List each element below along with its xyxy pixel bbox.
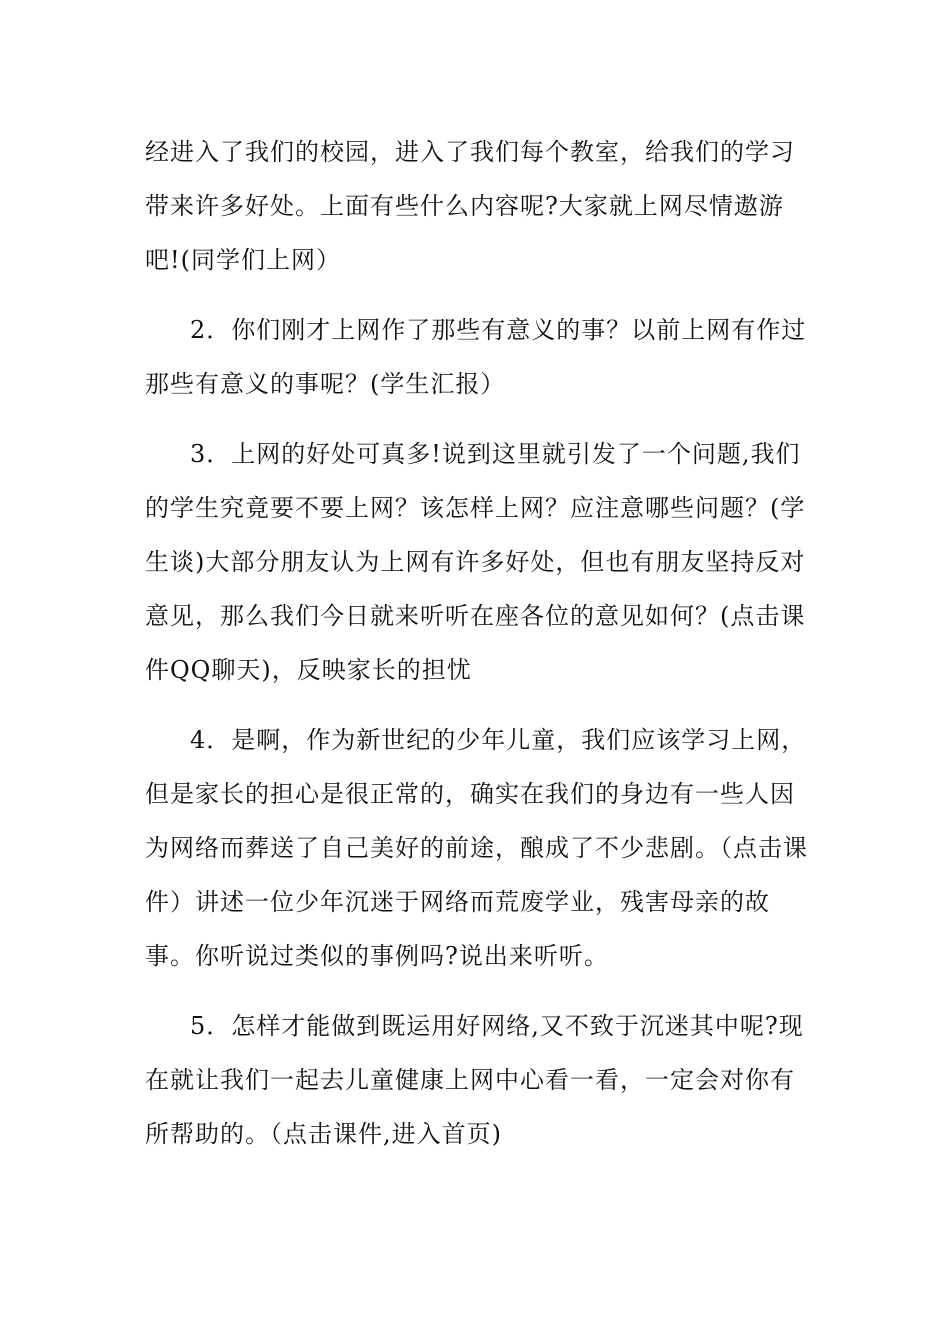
paragraph-item-3: 3．上网的好处可真多!说到这里就引发了一个问题,我们的学生究竟要不要上网？该怎样上网？应注意哪些问题？(学生谈)大部分朋友认为上网有许多好处，但也有朋友坚持反对意见，那么我们今日就来听听在座各位的意见如何？(点击课件QQ聊天)，反映家长的担忧	[145, 440, 806, 684]
paragraph-item-5: 5．怎样才能做到既运用好网络,又不致于沉迷其中呢?现在就让我们一起去儿童健康上网中心看一看，一定会对你有所帮助的。（点击课件,进入首页)	[145, 1012, 804, 1148]
document-body	[145, 125, 810, 1177]
paragraph-item-4: 4．是啊，作为新世纪的少年儿童，我们应该学习上网，但是家长的担心是很正常的，确实在我们的身边有一些人因为网络而葬送了自己美好的前途，酿成了不少悲剧。（点击课件）讲述一位少年沉迷于网络而荒废学业，残害母亲的故事。你听说过类似的事例吗?说出来听听。	[145, 726, 808, 970]
paragraph-item-2: 2．你们刚才上网作了那些有意义的事？以前上网有作过那些有意义的事呢？(学生汇报）	[145, 316, 807, 398]
paragraph-continued: 经进入了我们的校园，进入了我们每个教室，给我们的学习带来许多好处。上面有些什么内容呢?大家就上网尽情遨游吧!(同学们上网）	[145, 138, 795, 274]
